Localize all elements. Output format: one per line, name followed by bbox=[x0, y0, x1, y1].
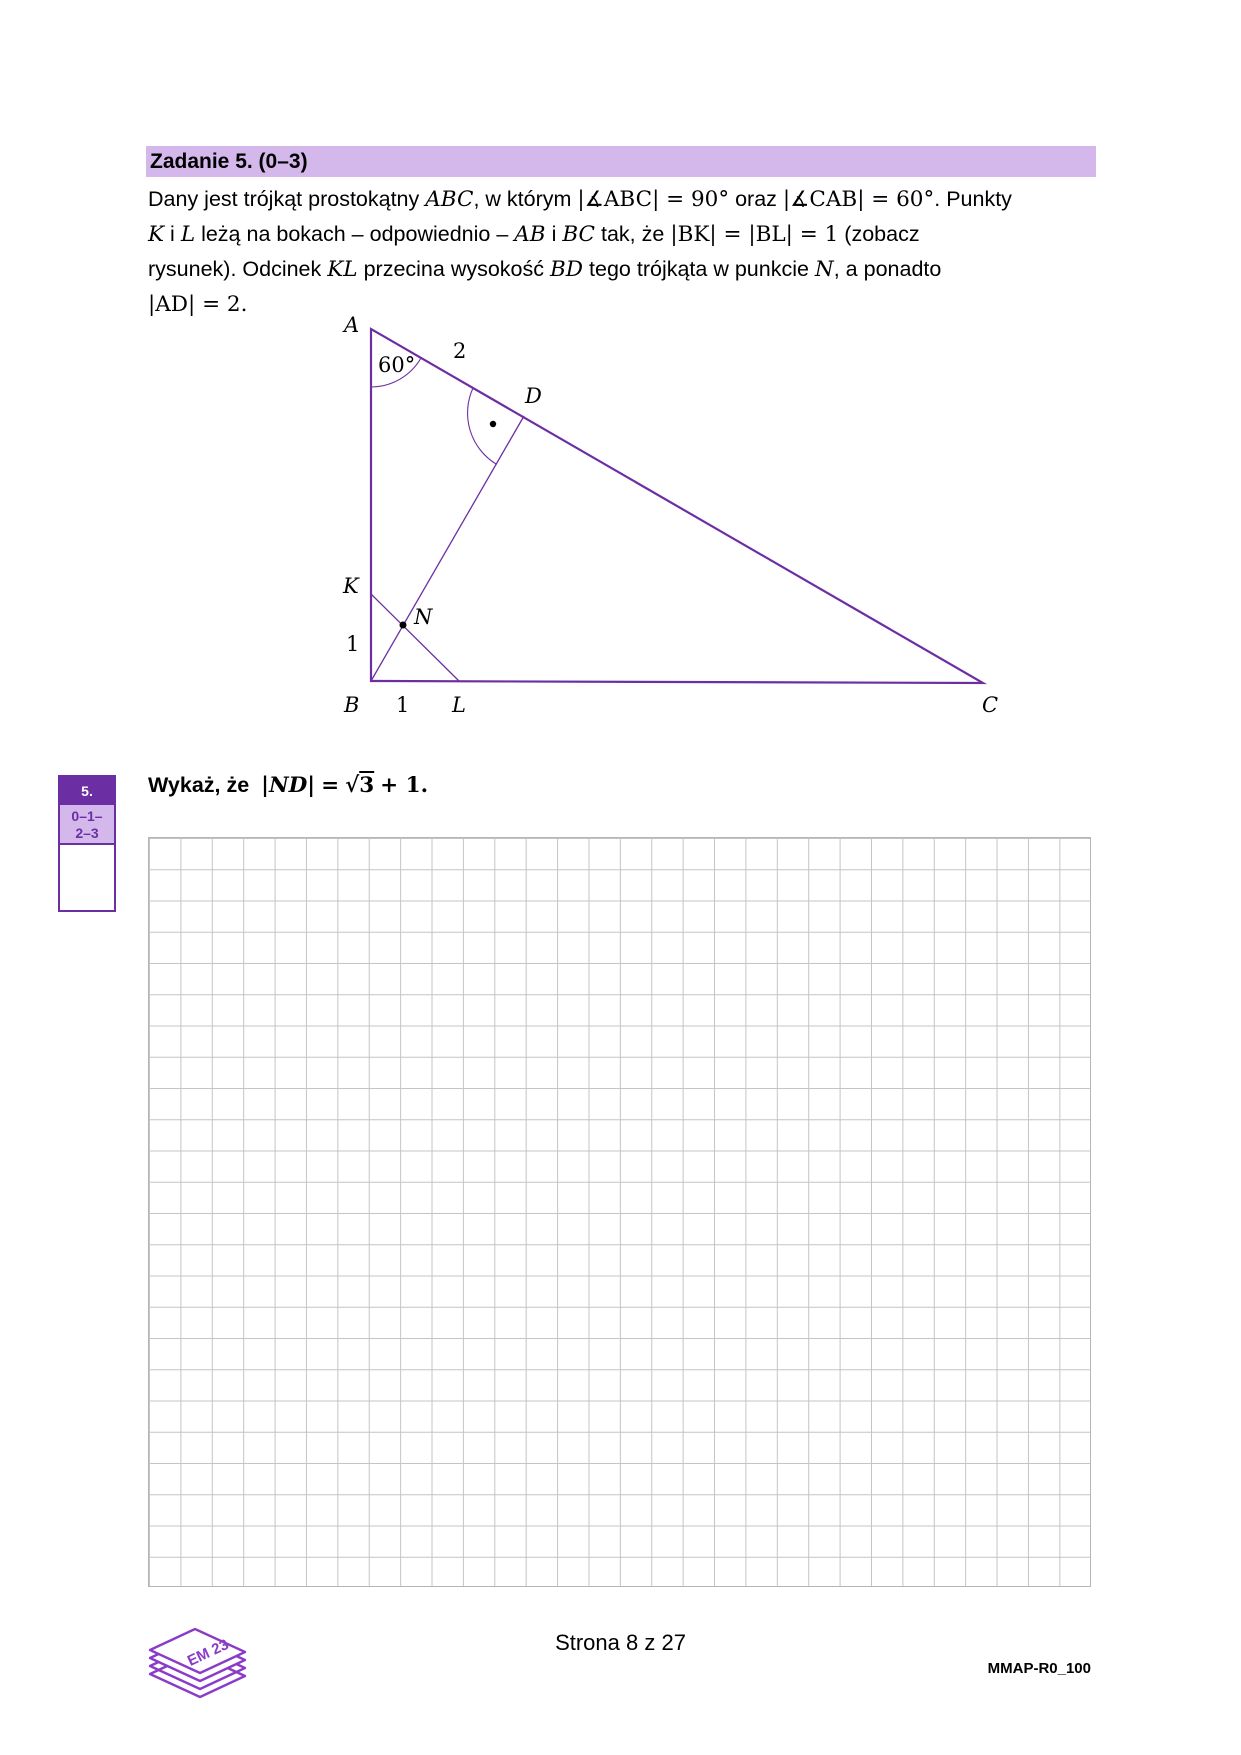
label-angle-a: 60° bbox=[378, 353, 416, 377]
label-d: D bbox=[525, 384, 542, 408]
math-fragment: |AD| = 2. bbox=[148, 292, 248, 317]
text-fragment: i bbox=[551, 222, 557, 246]
triangle-abc bbox=[371, 329, 983, 683]
math-fragment: KL bbox=[327, 257, 358, 282]
prove-prefix: Wykaż, że bbox=[148, 773, 250, 797]
text-fragment: tego trójkąta w punkcie bbox=[589, 257, 809, 281]
sqrt-symbol: √3 bbox=[345, 773, 375, 798]
math-fragment: |∡CAB| = 60° bbox=[782, 187, 935, 212]
score-range-line-2: 2–3 bbox=[75, 825, 99, 841]
label-bl: 1 bbox=[396, 693, 410, 717]
math-fragment: BD bbox=[550, 257, 584, 282]
score-range-line-1: 0–1– bbox=[71, 808, 103, 824]
text-fragment: , w którym bbox=[473, 187, 572, 211]
altitude-bd bbox=[371, 416, 524, 681]
prove-formula-lhs: |ND| bbox=[261, 773, 316, 798]
task-title: Zadanie 5. (0–3) bbox=[150, 150, 308, 173]
text-fragment: leżą na bokach – odpowiednio – bbox=[201, 222, 509, 246]
math-fragment: K bbox=[148, 222, 165, 247]
prove-formula-eq: = bbox=[321, 773, 340, 798]
text-fragment: tak, że bbox=[601, 222, 665, 246]
text-fragment: , a ponadto bbox=[833, 257, 942, 281]
label-ad: 2 bbox=[453, 339, 467, 363]
score-task-number: 5. bbox=[60, 777, 114, 805]
triangle-figure bbox=[0, 0, 1241, 760]
text-fragment: rysunek). Odcinek bbox=[148, 257, 322, 281]
text-fragment: . Punkty bbox=[934, 187, 1012, 211]
right-angle-dot bbox=[490, 421, 496, 427]
point-n-dot bbox=[400, 622, 407, 629]
label-c: C bbox=[982, 693, 999, 717]
math-fragment: N bbox=[814, 257, 834, 282]
text-fragment: przecina wysokość bbox=[363, 257, 545, 281]
label-n: N bbox=[414, 605, 433, 629]
math-fragment: AB bbox=[514, 222, 546, 247]
exam-code: MMAP-R0_100 bbox=[987, 1660, 1091, 1677]
page-number: Strona 8 z 27 bbox=[555, 1630, 686, 1655]
math-fragment: ABC bbox=[425, 187, 474, 212]
text-fragment: (zobacz bbox=[844, 222, 920, 246]
math-fragment: L bbox=[180, 222, 196, 247]
logo-text: EM 23 bbox=[184, 1636, 232, 1670]
text-fragment: i bbox=[170, 222, 175, 246]
answer-grid[interactable] bbox=[148, 837, 1091, 1587]
label-l: L bbox=[452, 693, 466, 717]
label-b: B bbox=[344, 693, 360, 717]
label-k: K bbox=[343, 574, 359, 598]
prove-formula-rest: + 1. bbox=[380, 773, 429, 798]
score-box bbox=[58, 775, 116, 912]
em23-logo-icon bbox=[145, 1628, 255, 1700]
label-a: A bbox=[344, 313, 360, 337]
score-entry-field[interactable] bbox=[60, 845, 114, 910]
math-fragment: |∡ABC| = 90° bbox=[577, 187, 730, 212]
score-range bbox=[60, 805, 114, 845]
text-fragment: oraz bbox=[735, 187, 777, 211]
prove-formula-radicand: 3 bbox=[359, 773, 375, 798]
label-bk: 1 bbox=[346, 632, 360, 656]
math-fragment: BC bbox=[562, 222, 596, 247]
prove-statement bbox=[148, 773, 428, 798]
math-fragment: |BK| = |BL| = 1 bbox=[670, 222, 839, 247]
text-fragment: Dany jest trójkąt prostokątny bbox=[148, 187, 420, 211]
